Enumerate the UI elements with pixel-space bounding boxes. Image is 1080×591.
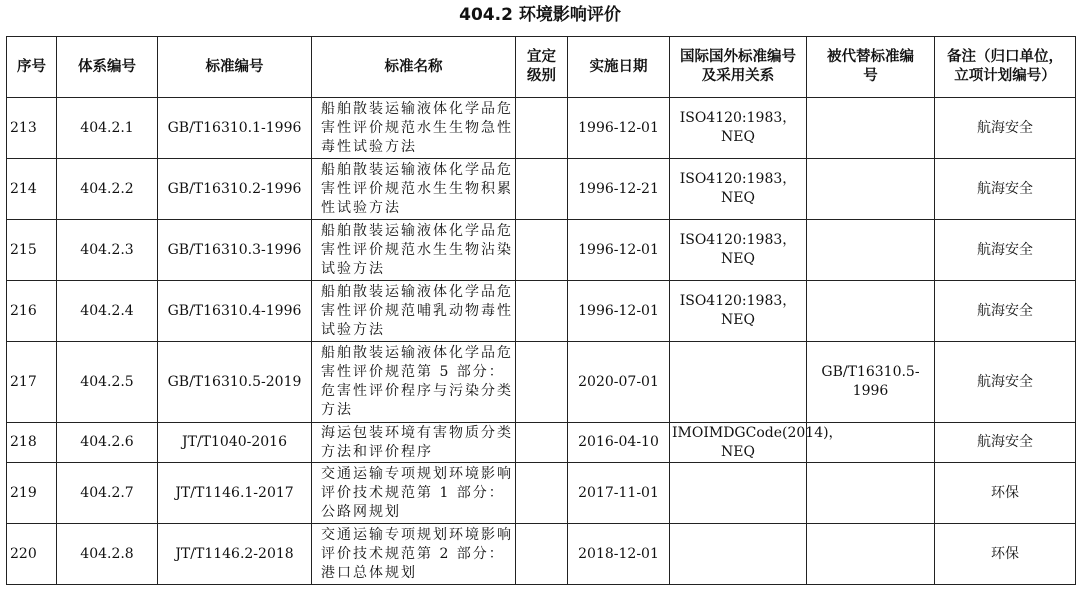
cell-replaced-standard [807,524,935,585]
page-title: 404.2 环境影响评价 [459,5,621,25]
cell-standard-name: 船舶散装运输液体化学品危害性评价规范水生生物急性毒性试验方法 [312,98,516,159]
cell-level [516,463,568,524]
header-seq: 序号 [7,37,57,98]
cell-standard-number: GB/T16310.1-1996 [158,98,312,159]
cell-implementation-date: 2016-04-10 [568,423,670,463]
cell-seq: 215 [7,220,57,281]
header-level: 宜定级别 [516,37,568,98]
cell-implementation-date: 1996-12-01 [568,98,670,159]
cell-standard-number: JT/T1146.2-2018 [158,524,312,585]
cell-system-number: 404.2.2 [57,159,158,220]
cell-level [516,524,568,585]
header-implementation-date: 实施日期 [568,37,670,98]
cell-implementation-date: 2018-12-01 [568,524,670,585]
cell-standard-name: 船舶散装运输液体化学品危害性评价规范水生生物积累性试验方法 [312,159,516,220]
cell-remarks: 环保 [935,524,1076,585]
cell-system-number: 404.2.4 [57,281,158,342]
cell-replaced-standard: GB/T16310.5-1996 [807,342,935,423]
cell-implementation-date: 2020-07-01 [568,342,670,423]
cell-international-standard: IMOIMDGCode(2014)，NEQ [670,423,807,463]
cell-implementation-date: 1996-12-01 [568,281,670,342]
cell-remarks: 航海安全 [935,98,1076,159]
cell-standard-number: JT/T1040-2016 [158,423,312,463]
cell-standard-name: 船舶散装运输液体化学品危害性评价规范哺乳动物毒性试验方法 [312,281,516,342]
header-standard-name: 标准名称 [312,37,516,98]
table-row [7,281,1076,342]
cell-system-number: 404.2.3 [57,220,158,281]
standards-table [6,36,1076,585]
cell-remarks: 航海安全 [935,281,1076,342]
cell-remarks: 航海安全 [935,423,1076,463]
cell-implementation-date: 2017-11-01 [568,463,670,524]
header-standard-number: 标准编号 [158,37,312,98]
cell-standard-number: GB/T16310.5-2019 [158,342,312,423]
cell-system-number: 404.2.5 [57,342,158,423]
cell-level [516,281,568,342]
cell-level [516,220,568,281]
cell-seq: 213 [7,98,57,159]
cell-standard-number: JT/T1146.1-2017 [158,463,312,524]
cell-system-number: 404.2.6 [57,423,158,463]
cell-remarks: 航海安全 [935,220,1076,281]
cell-seq: 217 [7,342,57,423]
cell-implementation-date: 1996-12-01 [568,220,670,281]
header-replaced-standard: 被代替标准编号 [807,37,935,98]
cell-standard-name: 交通运输专项规划环境影响评价技术规范第 2 部分：港口总体规划 [312,524,516,585]
cell-international-standard [670,342,807,423]
cell-replaced-standard [807,159,935,220]
table-row [7,423,1076,463]
table-row [7,342,1076,423]
cell-international-standard: ISO4120:1983，NEQ [670,281,807,342]
table-row [7,524,1076,585]
table-row [7,220,1076,281]
cell-international-standard [670,463,807,524]
cell-seq: 218 [7,423,57,463]
cell-seq: 220 [7,524,57,585]
cell-international-standard [670,524,807,585]
cell-remarks: 环保 [935,463,1076,524]
table-row [7,98,1076,159]
table-row [7,159,1076,220]
cell-standard-number: GB/T16310.2-1996 [158,159,312,220]
cell-system-number: 404.2.7 [57,463,158,524]
cell-level [516,98,568,159]
cell-remarks: 航海安全 [935,159,1076,220]
header-international-standard: 国际国外标准编号及采用关系 [670,37,807,98]
cell-level [516,342,568,423]
cell-system-number: 404.2.1 [57,98,158,159]
table-row [7,463,1076,524]
cell-replaced-standard [807,220,935,281]
cell-seq: 219 [7,463,57,524]
cell-standard-name: 交通运输专项规划环境影响评价技术规范第 1 部分：公路网规划 [312,463,516,524]
cell-replaced-standard [807,281,935,342]
cell-system-number: 404.2.8 [57,524,158,585]
header-system-number: 体系编号 [57,37,158,98]
cell-level [516,423,568,463]
cell-replaced-standard [807,98,935,159]
cell-international-standard: ISO4120:1983，NEQ [670,159,807,220]
cell-seq: 214 [7,159,57,220]
cell-standard-name: 船舶散装运输液体化学品危害性评价规范第 5 部分：危害性评价程序与污染分类方法 [312,342,516,423]
table-header-row [7,37,1076,98]
cell-standard-number: GB/T16310.4-1996 [158,281,312,342]
cell-standard-name: 海运包装环境有害物质分类方法和评价程序 [312,423,516,463]
cell-international-standard: ISO4120:1983，NEQ [670,220,807,281]
cell-standard-name: 船舶散装运输液体化学品危害性评价规范水生生物沾染试验方法 [312,220,516,281]
cell-replaced-standard [807,463,935,524]
header-remarks: 备注（归口单位，立项计划编号） [935,37,1076,98]
cell-remarks: 航海安全 [935,342,1076,423]
cell-level [516,159,568,220]
cell-seq: 216 [7,281,57,342]
cell-standard-number: GB/T16310.3-1996 [158,220,312,281]
cell-implementation-date: 1996-12-21 [568,159,670,220]
cell-international-standard: ISO4120:1983，NEQ [670,98,807,159]
